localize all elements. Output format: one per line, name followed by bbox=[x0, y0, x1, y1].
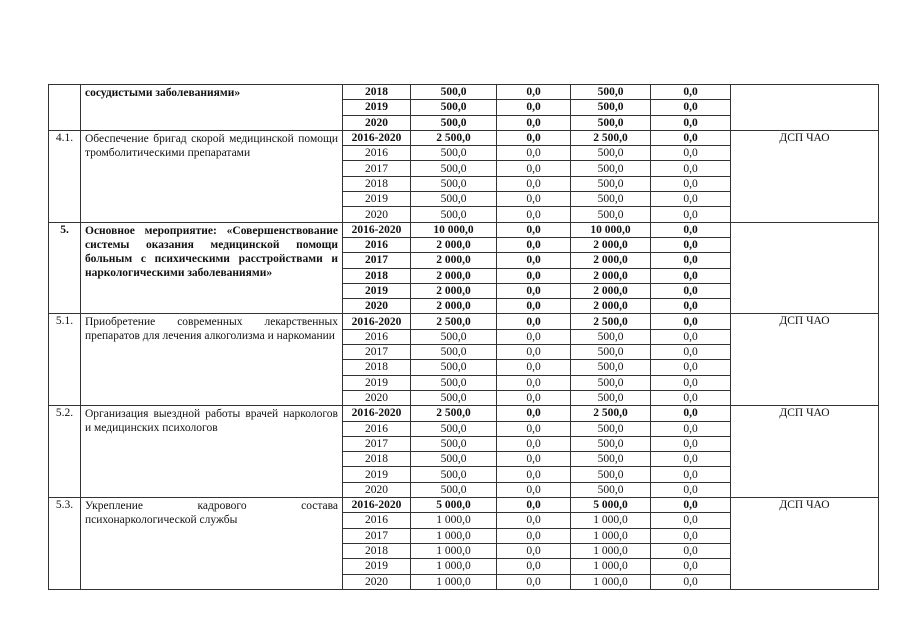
other-cell: 0,0 bbox=[651, 559, 731, 574]
total-cell: 2 000,0 bbox=[411, 283, 497, 298]
year-cell: 2020 bbox=[343, 207, 411, 222]
other-cell: 0,0 bbox=[651, 543, 731, 558]
other-cell: 0,0 bbox=[651, 130, 731, 145]
other-cell: 0,0 bbox=[651, 421, 731, 436]
total-cell: 500,0 bbox=[411, 421, 497, 436]
total-cell: 500,0 bbox=[411, 345, 497, 360]
total-cell: 10 000,0 bbox=[411, 222, 497, 237]
regional-cell: 500,0 bbox=[571, 115, 651, 130]
federal-cell: 0,0 bbox=[497, 100, 571, 115]
other-cell: 0,0 bbox=[651, 115, 731, 130]
regional-cell: 500,0 bbox=[571, 192, 651, 207]
total-cell: 2 500,0 bbox=[411, 130, 497, 145]
financing-table bbox=[48, 84, 879, 590]
total-cell: 1 000,0 bbox=[411, 528, 497, 543]
other-cell: 0,0 bbox=[651, 406, 731, 421]
item-number: 5.1. bbox=[49, 314, 81, 406]
other-cell: 0,0 bbox=[651, 482, 731, 497]
year-cell: 2018 bbox=[343, 452, 411, 467]
total-cell: 2 000,0 bbox=[411, 299, 497, 314]
regional-cell: 500,0 bbox=[571, 100, 651, 115]
regional-cell: 5 000,0 bbox=[571, 498, 651, 513]
year-cell: 2020 bbox=[343, 482, 411, 497]
year-cell: 2019 bbox=[343, 559, 411, 574]
federal-cell: 0,0 bbox=[497, 283, 571, 298]
other-cell: 0,0 bbox=[651, 268, 731, 283]
item-number: 5.3. bbox=[49, 498, 81, 590]
regional-cell: 500,0 bbox=[571, 421, 651, 436]
other-cell: 0,0 bbox=[651, 314, 731, 329]
year-cell: 2016 bbox=[343, 421, 411, 436]
federal-cell: 0,0 bbox=[497, 406, 571, 421]
other-cell: 0,0 bbox=[651, 207, 731, 222]
federal-cell: 0,0 bbox=[497, 498, 571, 513]
year-cell: 2016 bbox=[343, 146, 411, 161]
regional-cell: 500,0 bbox=[571, 452, 651, 467]
total-cell: 1 000,0 bbox=[411, 574, 497, 589]
other-cell: 0,0 bbox=[651, 253, 731, 268]
item-title: Организация выездной работы врачей наркологов и медицинских психологов bbox=[81, 406, 343, 498]
regional-cell: 1 000,0 bbox=[571, 513, 651, 528]
federal-cell: 0,0 bbox=[497, 574, 571, 589]
table-row bbox=[49, 406, 879, 421]
regional-cell: 500,0 bbox=[571, 85, 651, 100]
federal-cell: 0,0 bbox=[497, 192, 571, 207]
executor-cell: ДСП ЧАО bbox=[731, 314, 879, 406]
total-cell: 500,0 bbox=[411, 161, 497, 176]
total-cell: 500,0 bbox=[411, 100, 497, 115]
executor-cell bbox=[731, 222, 879, 314]
total-cell: 5 000,0 bbox=[411, 498, 497, 513]
federal-cell: 0,0 bbox=[497, 543, 571, 558]
total-cell: 500,0 bbox=[411, 390, 497, 405]
total-cell: 2 000,0 bbox=[411, 253, 497, 268]
year-cell: 2019 bbox=[343, 283, 411, 298]
other-cell: 0,0 bbox=[651, 329, 731, 344]
year-cell: 2020 bbox=[343, 574, 411, 589]
federal-cell: 0,0 bbox=[497, 390, 571, 405]
federal-cell: 0,0 bbox=[497, 436, 571, 451]
item-number: 5.2. bbox=[49, 406, 81, 498]
other-cell: 0,0 bbox=[651, 161, 731, 176]
other-cell: 0,0 bbox=[651, 85, 731, 100]
federal-cell: 0,0 bbox=[497, 528, 571, 543]
regional-cell: 2 500,0 bbox=[571, 314, 651, 329]
regional-cell: 2 000,0 bbox=[571, 237, 651, 252]
item-title: сосудистыми заболеваниями» bbox=[81, 85, 343, 131]
year-cell: 2016-2020 bbox=[343, 406, 411, 421]
year-cell: 2017 bbox=[343, 436, 411, 451]
table-row bbox=[49, 222, 879, 237]
total-cell: 500,0 bbox=[411, 176, 497, 191]
other-cell: 0,0 bbox=[651, 222, 731, 237]
federal-cell: 0,0 bbox=[497, 146, 571, 161]
other-cell: 0,0 bbox=[651, 574, 731, 589]
executor-cell: ДСП ЧАО bbox=[731, 498, 879, 590]
other-cell: 0,0 bbox=[651, 498, 731, 513]
year-cell: 2016 bbox=[343, 237, 411, 252]
year-cell: 2020 bbox=[343, 115, 411, 130]
table-row bbox=[49, 85, 879, 100]
federal-cell: 0,0 bbox=[497, 559, 571, 574]
table-row bbox=[49, 498, 879, 513]
year-cell: 2020 bbox=[343, 390, 411, 405]
year-cell: 2016 bbox=[343, 513, 411, 528]
regional-cell: 2 500,0 bbox=[571, 406, 651, 421]
total-cell: 1 000,0 bbox=[411, 559, 497, 574]
total-cell: 2 500,0 bbox=[411, 314, 497, 329]
federal-cell: 0,0 bbox=[497, 130, 571, 145]
regional-cell: 2 500,0 bbox=[571, 130, 651, 145]
regional-cell: 500,0 bbox=[571, 329, 651, 344]
regional-cell: 2 000,0 bbox=[571, 253, 651, 268]
item-title: Укрепление кадрового состава психонаркологической службы bbox=[81, 498, 343, 590]
regional-cell: 1 000,0 bbox=[571, 559, 651, 574]
total-cell: 500,0 bbox=[411, 375, 497, 390]
year-cell: 2016-2020 bbox=[343, 498, 411, 513]
federal-cell: 0,0 bbox=[497, 513, 571, 528]
executor-cell bbox=[731, 85, 879, 131]
other-cell: 0,0 bbox=[651, 360, 731, 375]
federal-cell: 0,0 bbox=[497, 314, 571, 329]
total-cell: 500,0 bbox=[411, 452, 497, 467]
table-row bbox=[49, 130, 879, 145]
federal-cell: 0,0 bbox=[497, 237, 571, 252]
regional-cell: 1 000,0 bbox=[571, 528, 651, 543]
year-cell: 2019 bbox=[343, 467, 411, 482]
year-cell: 2018 bbox=[343, 268, 411, 283]
total-cell: 1 000,0 bbox=[411, 543, 497, 558]
year-cell: 2016-2020 bbox=[343, 222, 411, 237]
item-title: Основное мероприятие: «Совершенствование системы оказания медицинской помощи больным с психическими расстройствами и наркологическими заболеваниями» bbox=[81, 222, 343, 314]
regional-cell: 500,0 bbox=[571, 345, 651, 360]
total-cell: 500,0 bbox=[411, 146, 497, 161]
year-cell: 2017 bbox=[343, 528, 411, 543]
regional-cell: 500,0 bbox=[571, 482, 651, 497]
federal-cell: 0,0 bbox=[497, 421, 571, 436]
total-cell: 500,0 bbox=[411, 207, 497, 222]
other-cell: 0,0 bbox=[651, 237, 731, 252]
other-cell: 0,0 bbox=[651, 467, 731, 482]
executor-cell: ДСП ЧАО bbox=[731, 130, 879, 222]
regional-cell: 2 000,0 bbox=[571, 283, 651, 298]
regional-cell: 2 000,0 bbox=[571, 299, 651, 314]
regional-cell: 500,0 bbox=[571, 390, 651, 405]
other-cell: 0,0 bbox=[651, 146, 731, 161]
year-cell: 2018 bbox=[343, 360, 411, 375]
item-number: 5. bbox=[49, 222, 81, 314]
total-cell: 500,0 bbox=[411, 467, 497, 482]
total-cell: 1 000,0 bbox=[411, 513, 497, 528]
other-cell: 0,0 bbox=[651, 345, 731, 360]
table-body bbox=[49, 85, 879, 590]
total-cell: 500,0 bbox=[411, 85, 497, 100]
federal-cell: 0,0 bbox=[497, 345, 571, 360]
federal-cell: 0,0 bbox=[497, 375, 571, 390]
regional-cell: 500,0 bbox=[571, 161, 651, 176]
other-cell: 0,0 bbox=[651, 299, 731, 314]
regional-cell: 500,0 bbox=[571, 375, 651, 390]
year-cell: 2017 bbox=[343, 161, 411, 176]
year-cell: 2016-2020 bbox=[343, 130, 411, 145]
other-cell: 0,0 bbox=[651, 436, 731, 451]
total-cell: 500,0 bbox=[411, 436, 497, 451]
regional-cell: 1 000,0 bbox=[571, 543, 651, 558]
year-cell: 2018 bbox=[343, 85, 411, 100]
year-cell: 2016 bbox=[343, 329, 411, 344]
total-cell: 500,0 bbox=[411, 329, 497, 344]
year-cell: 2019 bbox=[343, 192, 411, 207]
federal-cell: 0,0 bbox=[497, 115, 571, 130]
item-number: 4.1. bbox=[49, 130, 81, 222]
other-cell: 0,0 bbox=[651, 452, 731, 467]
regional-cell: 500,0 bbox=[571, 176, 651, 191]
regional-cell: 10 000,0 bbox=[571, 222, 651, 237]
total-cell: 500,0 bbox=[411, 482, 497, 497]
federal-cell: 0,0 bbox=[497, 452, 571, 467]
regional-cell: 500,0 bbox=[571, 436, 651, 451]
federal-cell: 0,0 bbox=[497, 482, 571, 497]
federal-cell: 0,0 bbox=[497, 360, 571, 375]
table-row bbox=[49, 314, 879, 329]
year-cell: 2020 bbox=[343, 299, 411, 314]
year-cell: 2017 bbox=[343, 345, 411, 360]
regional-cell: 1 000,0 bbox=[571, 574, 651, 589]
item-title: Обеспечение бригад скорой медицинской помощи тромболитическими препаратами bbox=[81, 130, 343, 222]
total-cell: 2 500,0 bbox=[411, 406, 497, 421]
year-cell: 2019 bbox=[343, 375, 411, 390]
federal-cell: 0,0 bbox=[497, 268, 571, 283]
regional-cell: 500,0 bbox=[571, 467, 651, 482]
other-cell: 0,0 bbox=[651, 375, 731, 390]
federal-cell: 0,0 bbox=[497, 207, 571, 222]
federal-cell: 0,0 bbox=[497, 176, 571, 191]
federal-cell: 0,0 bbox=[497, 467, 571, 482]
year-cell: 2018 bbox=[343, 176, 411, 191]
other-cell: 0,0 bbox=[651, 390, 731, 405]
federal-cell: 0,0 bbox=[497, 161, 571, 176]
item-title: Приобретение современных лекарственных препаратов для лечения алкоголизма и наркомании bbox=[81, 314, 343, 406]
regional-cell: 500,0 bbox=[571, 146, 651, 161]
other-cell: 0,0 bbox=[651, 513, 731, 528]
year-cell: 2016-2020 bbox=[343, 314, 411, 329]
executor-cell: ДСП ЧАО bbox=[731, 406, 879, 498]
federal-cell: 0,0 bbox=[497, 329, 571, 344]
federal-cell: 0,0 bbox=[497, 85, 571, 100]
regional-cell: 2 000,0 bbox=[571, 268, 651, 283]
other-cell: 0,0 bbox=[651, 283, 731, 298]
total-cell: 500,0 bbox=[411, 192, 497, 207]
year-cell: 2017 bbox=[343, 253, 411, 268]
regional-cell: 500,0 bbox=[571, 360, 651, 375]
item-number bbox=[49, 85, 81, 131]
other-cell: 0,0 bbox=[651, 176, 731, 191]
other-cell: 0,0 bbox=[651, 528, 731, 543]
federal-cell: 0,0 bbox=[497, 299, 571, 314]
federal-cell: 0,0 bbox=[497, 253, 571, 268]
other-cell: 0,0 bbox=[651, 100, 731, 115]
total-cell: 2 000,0 bbox=[411, 237, 497, 252]
total-cell: 2 000,0 bbox=[411, 268, 497, 283]
total-cell: 500,0 bbox=[411, 115, 497, 130]
other-cell: 0,0 bbox=[651, 192, 731, 207]
year-cell: 2019 bbox=[343, 100, 411, 115]
regional-cell: 500,0 bbox=[571, 207, 651, 222]
year-cell: 2018 bbox=[343, 543, 411, 558]
total-cell: 500,0 bbox=[411, 360, 497, 375]
federal-cell: 0,0 bbox=[497, 222, 571, 237]
